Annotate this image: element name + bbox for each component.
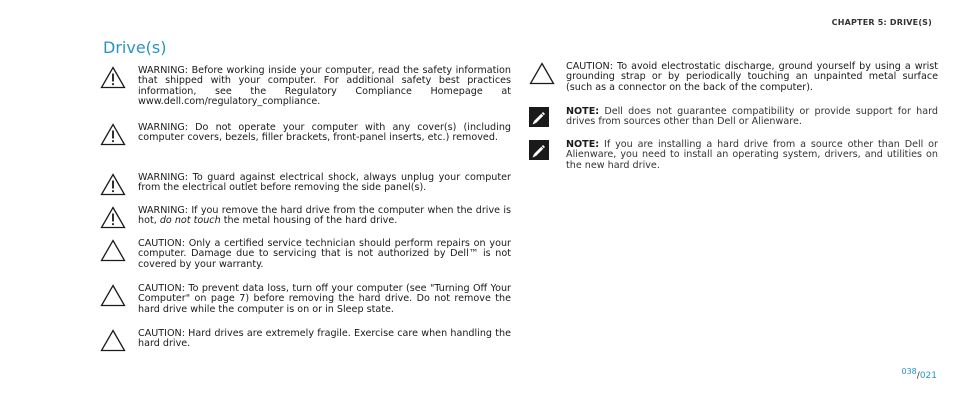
note-body: If you are installing a hard drive from a source other than Dell or Alienware, you need to install an operating system, drivers, and utilities on the new hard drive.: [566, 139, 938, 171]
note-pencil-icon: [529, 140, 557, 160]
note-label: NOTE:: [566, 106, 600, 117]
note-label: NOTE:: [566, 139, 600, 150]
caution-text: CAUTION: Only a certified service technician should perform repairs on your computer. Damage due to servicing that is not authorized by Dell™ is not covered by your warranty.: [138, 238, 511, 270]
caution-icon: [100, 329, 128, 352]
warning-icon: [100, 66, 128, 89]
caution-certified-technician: [100, 239, 511, 270]
warning-icon: [100, 123, 128, 146]
caution-icon: [100, 284, 128, 307]
warning-text: WARNING: Before working inside your computer, read the safety information that shipped with your computer. For additional safety best practices information, see the Regulatory Compliance Homepage at www.dell.com/regulatory_compliance.: [138, 65, 511, 108]
warning-text: WARNING: To guard against electrical shock, always unplug your computer from the electrical outlet before removing the side panel(s).: [138, 172, 511, 194]
caution-text: CAUTION: To avoid electrostatic discharge, ground yourself by using a wrist grounding strap or by periodically touching an unpainted metal surface (such as a connector on the back of the computer).: [566, 61, 938, 93]
note-body: Dell does not guarantee compatibility or provide support for hard drives from sources other than Dell or Alienware.: [566, 106, 938, 128]
caution-fragile: [100, 329, 511, 352]
emphasis-text: do not touch: [159, 215, 221, 227]
warning-text: [138, 206, 511, 227]
page-separator: /: [916, 371, 920, 381]
page-title: Drive(s): [103, 38, 167, 57]
warning-safety-info: [100, 66, 511, 108]
warning-electrical-shock: [100, 173, 511, 196]
caution-icon: [529, 62, 557, 85]
note-pencil-icon: [529, 107, 557, 127]
caution-data-loss: [100, 284, 511, 315]
note-text: [566, 107, 938, 128]
current-page-number: 038: [901, 367, 917, 376]
caution-text: CAUTION: Hard drives are extremely fragile. Exercise care when handling the hard drive.: [138, 328, 511, 350]
chapter-header: CHAPTER 5: DRIVE(S): [831, 18, 932, 27]
warning-icon: [100, 173, 128, 196]
warning-hot-drive: [100, 206, 511, 229]
caution-icon: [100, 239, 128, 262]
note-third-party-drive: [529, 140, 938, 171]
page-number: [901, 367, 937, 381]
warning-text: WARNING: Do not operate your computer with any cover(s) (including computer covers, bezels, filler brackets, front-panel inserts, etc.) removed.: [138, 122, 511, 144]
note-text: [566, 140, 938, 171]
note-compatibility: [529, 107, 938, 128]
caution-text: CAUTION: To prevent data loss, turn off your computer (see "Turning Off Your Computer" on page 7) before removing the hard drive. Do not remove the hard drive while the computer is on or in Sleep state.: [138, 283, 511, 315]
warning-text-part: WARNING: If you remove the hard drive from the computer when the drive is hot,: [138, 205, 511, 227]
warning-covers: [100, 123, 511, 146]
warning-icon: [100, 206, 128, 229]
caution-electrostatic: [529, 62, 938, 93]
total-page-number: 021: [919, 371, 937, 381]
warning-text-part: the metal housing of the hard drive.: [220, 215, 398, 227]
